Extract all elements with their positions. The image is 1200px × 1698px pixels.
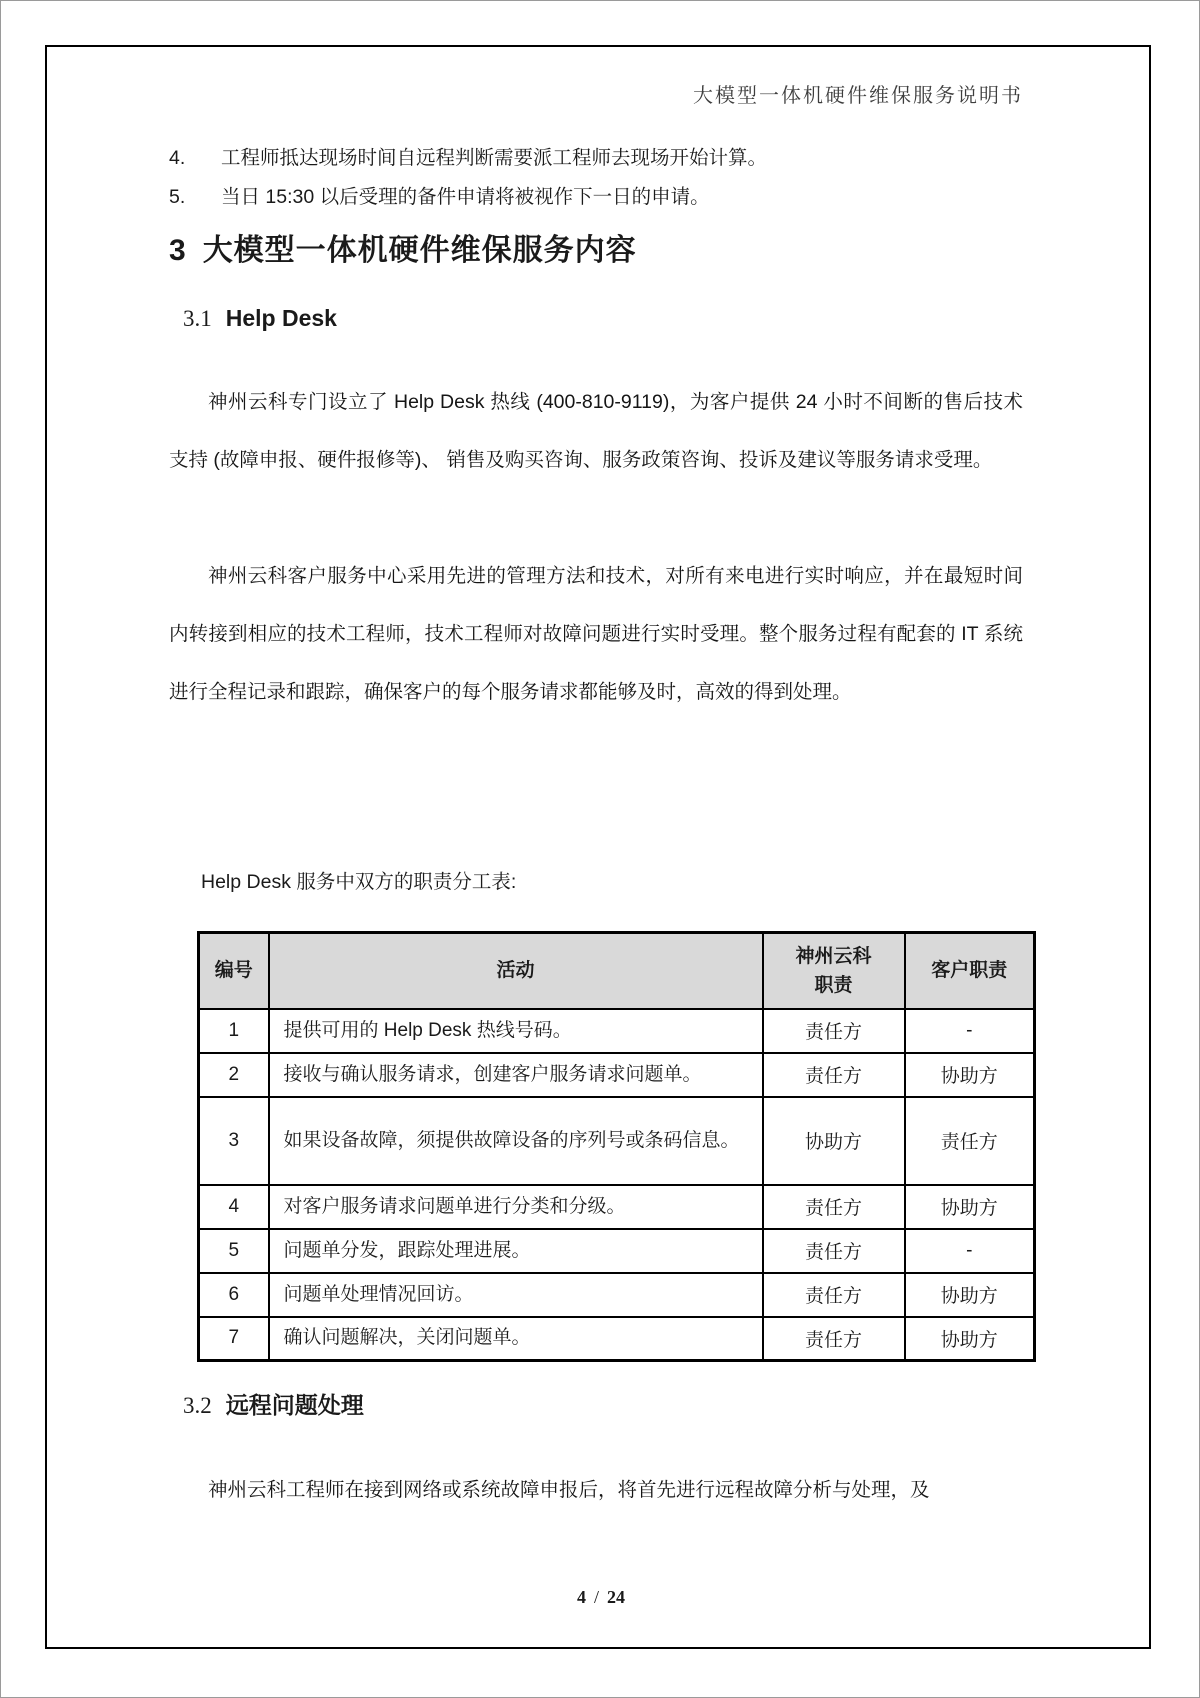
list-item-text: 当日 15:30 以后受理的备件申请将被视作下一日的申请。 bbox=[221, 186, 710, 208]
cell-customer-duty: 协助方 bbox=[905, 1317, 1035, 1361]
cell-yunke-duty: 责任方 bbox=[763, 1185, 905, 1229]
paragraph-helpdesk-hotline: 神州云科专门设立了 Help Desk 热线 (400-810-9119)，为客户提供 24 小时不间断的售后技术支持 (故障申报、硬件报修等)、 销售及购买咨询、服务政策咨询、投诉及建议等服务请求受理。 bbox=[169, 391, 1023, 471]
table-header-row bbox=[199, 933, 1035, 1009]
cell-activity: 接收与确认服务请求，创建客户服务请求问题单。 bbox=[269, 1053, 763, 1097]
cell-customer-duty: 协助方 bbox=[905, 1185, 1035, 1229]
cell-yunke-duty: 责任方 bbox=[763, 1053, 905, 1097]
table-header-yunke-line1: 神州云科 bbox=[795, 945, 872, 967]
cell-number: 5 bbox=[199, 1229, 269, 1273]
cell-number: 6 bbox=[199, 1273, 269, 1317]
table-row bbox=[199, 1097, 1035, 1185]
subsection-number: 3.1 bbox=[183, 306, 212, 331]
cell-customer-duty: 协助方 bbox=[905, 1053, 1035, 1097]
cell-number: 3 bbox=[199, 1097, 269, 1185]
subsection-title: Help Desk bbox=[225, 305, 337, 331]
table-row bbox=[199, 1317, 1035, 1361]
table-row bbox=[199, 1273, 1035, 1317]
section-heading-3 bbox=[169, 225, 1049, 269]
cell-activity: 对客户服务请求问题单进行分类和分级。 bbox=[269, 1185, 763, 1229]
table-header-customer-duty: 客户职责 bbox=[905, 933, 1035, 1009]
subsection-heading-3-1 bbox=[183, 305, 1043, 332]
list-item bbox=[169, 182, 1023, 212]
cell-yunke-duty: 协助方 bbox=[763, 1097, 905, 1185]
footer-total-pages: 24 bbox=[607, 1587, 625, 1607]
cell-yunke-duty: 责任方 bbox=[763, 1229, 905, 1273]
cell-number: 7 bbox=[199, 1317, 269, 1361]
cell-number: 2 bbox=[199, 1053, 269, 1097]
cell-activity: 提供可用的 Help Desk 热线号码。 bbox=[269, 1009, 763, 1053]
cell-activity: 问题单处理情况回访。 bbox=[269, 1273, 763, 1317]
numbered-list bbox=[169, 143, 1023, 221]
cell-customer-duty: - bbox=[905, 1009, 1035, 1053]
page-header-title: 大模型一体机硬件维保服务说明书 bbox=[693, 85, 1023, 107]
list-item-number: 4. bbox=[169, 147, 186, 169]
table-intro-text: Help Desk 服务中双方的职责分工表: bbox=[201, 871, 517, 893]
responsibility-table bbox=[197, 931, 1036, 1362]
cell-yunke-duty: 责任方 bbox=[763, 1009, 905, 1053]
footer-separator: / bbox=[593, 1587, 599, 1607]
cell-activity: 确认问题解决，关闭问题单。 bbox=[269, 1317, 763, 1361]
table-row bbox=[199, 1185, 1035, 1229]
list-item-number: 5. bbox=[169, 186, 186, 208]
table-header-yunke-duty bbox=[763, 933, 905, 1009]
cell-number: 4 bbox=[199, 1185, 269, 1229]
cell-yunke-duty: 责任方 bbox=[763, 1273, 905, 1317]
paragraph-remote-handling: 神州云科工程师在接到网络或系统故障申报后，将首先进行远程故障分析与处理，及 bbox=[208, 1479, 930, 1501]
paragraph-service-center: 神州云科客户服务中心采用先进的管理方法和技术，对所有来电进行实时响应，并在最短时间内转接到相应的技术工程师，技术工程师对故障问题进行实时受理。整个服务过程有配套的 IT 系统进行全程记录和跟踪，确保客户的每个服务请求都能够及时，高效的得到处理。 bbox=[169, 565, 1023, 703]
cell-activity: 问题单分发，跟踪处理进展。 bbox=[269, 1229, 763, 1273]
page-footer bbox=[1, 1587, 1200, 1608]
section-number: 3 bbox=[169, 234, 187, 267]
cell-customer-duty: 责任方 bbox=[905, 1097, 1035, 1185]
subsection-heading-3-2 bbox=[183, 1387, 1043, 1420]
cell-yunke-duty: 责任方 bbox=[763, 1317, 905, 1361]
cell-number: 1 bbox=[199, 1009, 269, 1053]
table-header-yunke-line2: 职责 bbox=[814, 974, 853, 996]
footer-page-number: 4 bbox=[576, 1587, 586, 1607]
list-item bbox=[169, 143, 1023, 173]
subsection-title: 远程问题处理 bbox=[225, 1392, 364, 1418]
table-row bbox=[199, 1053, 1035, 1097]
cell-activity: 如果设备故障，须提供故障设备的序列号或条码信息。 bbox=[269, 1097, 763, 1185]
subsection-number: 3.2 bbox=[183, 1393, 212, 1418]
table-header-number: 编号 bbox=[199, 933, 269, 1009]
table-row bbox=[199, 1229, 1035, 1273]
cell-customer-duty: 协助方 bbox=[905, 1273, 1035, 1317]
table-header-activity: 活动 bbox=[269, 933, 763, 1009]
list-item-text: 工程师抵达现场时间自远程判断需要派工程师去现场开始计算。 bbox=[221, 147, 768, 169]
table-row bbox=[199, 1009, 1035, 1053]
cell-customer-duty: - bbox=[905, 1229, 1035, 1273]
section-title: 大模型一体机硬件维保服务内容 bbox=[202, 234, 637, 267]
